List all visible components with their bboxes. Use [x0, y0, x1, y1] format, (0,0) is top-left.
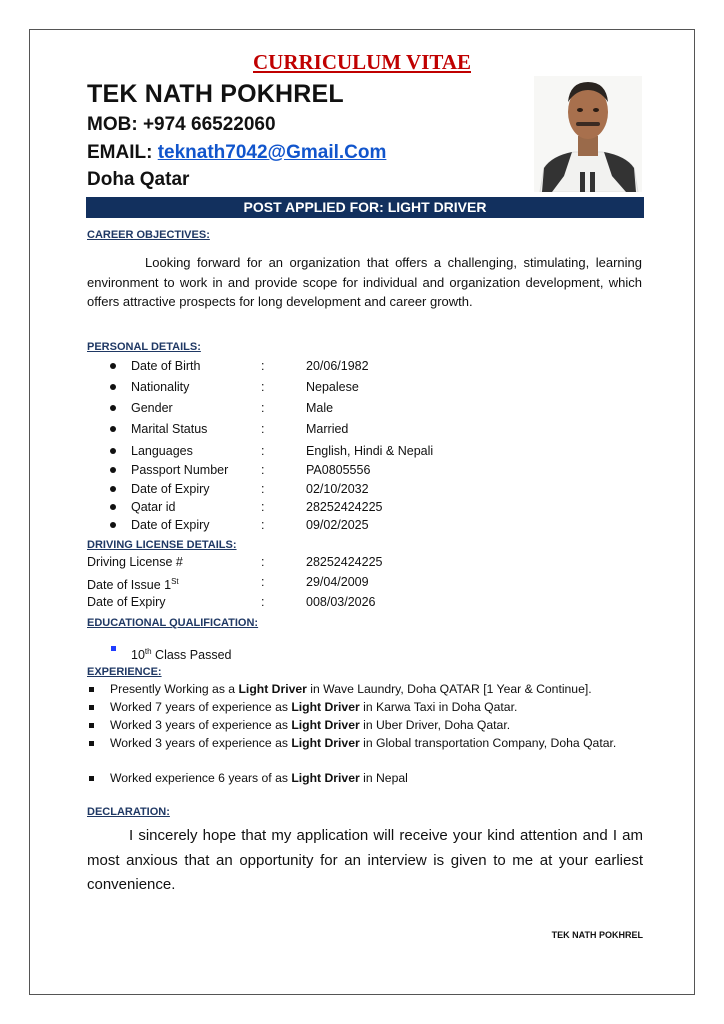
personal-detail-row [0, 480, 724, 498]
square-bullet-icon [89, 776, 94, 781]
license-label: Date of Issue 1St [87, 577, 179, 593]
experience-item: Worked 3 years of experience as Light Driver in Global transportation Company, Doha Qatar. [110, 736, 617, 750]
detail-label: Languages [131, 444, 193, 458]
personal-detail-row [0, 442, 724, 460]
license-label: Date of Expiry [87, 595, 166, 609]
detail-label: Passport Number [131, 463, 229, 477]
detail-label: Nationality [131, 380, 190, 394]
personal-detail-row [0, 357, 724, 375]
detail-value: 20/06/1982 [306, 359, 369, 373]
detail-colon: : [261, 422, 265, 436]
experience-heading: EXPERIENCE: [87, 666, 162, 678]
license-value: 008/03/2026 [306, 595, 376, 609]
bullet-icon [110, 363, 116, 369]
detail-colon: : [261, 444, 265, 458]
square-bullet-icon [89, 741, 94, 746]
detail-value: English, Hindi & Nepali [306, 444, 434, 458]
applicant-name: TEK NATH POKHREL [87, 80, 344, 108]
personal-detail-row [0, 378, 724, 396]
experience-item: Worked 3 years of experience as Light Driver in Uber Driver, Doha Qatar. [110, 718, 511, 732]
license-detail-row [0, 593, 724, 611]
personal-detail-row [0, 516, 724, 534]
detail-colon: : [261, 463, 265, 477]
detail-colon: : [261, 482, 265, 496]
detail-value: 09/02/2025 [306, 518, 369, 532]
bullet-icon [110, 405, 116, 411]
experience-item: Presently Working as a Light Driver in Wave Laundry, Doha QATAR [1 Year & Continue]. [110, 682, 592, 696]
bullet-icon [110, 448, 116, 454]
personal-detail-row [0, 420, 724, 438]
license-label: Driving License # [87, 555, 183, 569]
detail-colon: : [261, 500, 265, 514]
detail-label: Gender [131, 401, 173, 415]
detail-value: 02/10/2032 [306, 482, 369, 496]
detail-colon: : [261, 401, 265, 415]
detail-value: PA0805556 [306, 463, 371, 477]
experience-item: Worked 7 years of experience as Light Driver in Karwa Taxi in Doha Qatar. [110, 700, 518, 714]
education-item: 10th Class Passed [0, 643, 724, 661]
location: Doha Qatar [87, 169, 190, 190]
personal-detail-row [0, 498, 724, 516]
educational-qualification-heading: EDUCATIONAL QUALIFICATION: [87, 617, 259, 629]
bullet-icon [110, 426, 116, 432]
bullet-icon [110, 504, 116, 510]
detail-colon: : [261, 380, 265, 394]
declaration-heading: DECLARATION: [87, 806, 170, 818]
email-line: EMAIL: teknath7042@Gmail.Com [87, 142, 387, 163]
bullet-icon [110, 467, 116, 473]
square-bullet-icon [89, 723, 94, 728]
career-objectives-heading: CAREER OBJECTIVES: [87, 229, 210, 241]
document-title: CURRICULUM VITAE [253, 50, 471, 74]
personal-detail-row [0, 461, 724, 479]
driving-license-heading: DRIVING LICENSE DETAILS: [87, 539, 237, 551]
detail-colon: : [261, 595, 265, 609]
email-link[interactable]: teknath7042@Gmail.Com [157, 142, 387, 163]
license-value: 28252424225 [306, 555, 383, 569]
detail-value: Married [306, 422, 349, 436]
detail-label: Qatar id [131, 500, 176, 514]
bullet-icon [110, 522, 116, 528]
mobile-number: +974 66522060 [142, 114, 276, 135]
square-bullet-icon [111, 646, 116, 651]
square-bullet-icon [89, 705, 94, 710]
detail-value: 28252424225 [306, 500, 383, 514]
signature-name: TEK NATH POKHREL [551, 930, 643, 940]
detail-label: Date of Expiry [131, 518, 210, 532]
career-objectives-text: Looking forward for an organization that offers a challenging, stimulating, learning environment to work in and provide scope for individual and organization development, which offers attractive prospects for long development and career growth. [87, 255, 642, 309]
license-value: 29/04/2009 [306, 575, 369, 589]
square-bullet-icon [89, 687, 94, 692]
detail-value: Nepalese [306, 380, 359, 394]
detail-colon: : [261, 575, 265, 589]
bullet-icon [110, 384, 116, 390]
license-detail-row [0, 553, 724, 571]
post-applied-bar: POST APPLIED FOR: LIGHT DRIVER [86, 197, 644, 218]
experience-item: Worked experience 6 years of as Light Driver in Nepal [110, 771, 408, 785]
detail-label: Date of Birth [131, 359, 201, 373]
personal-details-heading: PERSONAL DETAILS: [87, 341, 201, 353]
detail-colon: : [261, 359, 265, 373]
declaration-text: I sincerely hope that my application will receive your kind attention and I am most anxious that an opportunity for an interview is given to me at your earliest convenience. [87, 827, 643, 893]
detail-label: Date of Expiry [131, 482, 210, 496]
detail-value: Male [306, 401, 334, 415]
detail-label: Marital Status [131, 422, 208, 436]
license-detail-row [0, 573, 724, 591]
bullet-icon [110, 486, 116, 492]
detail-colon: : [261, 518, 265, 532]
personal-detail-row [0, 399, 724, 417]
mobile-line: MOB: +974 66522060 [87, 114, 276, 135]
detail-colon: : [261, 555, 265, 569]
profile-photo [534, 76, 642, 192]
